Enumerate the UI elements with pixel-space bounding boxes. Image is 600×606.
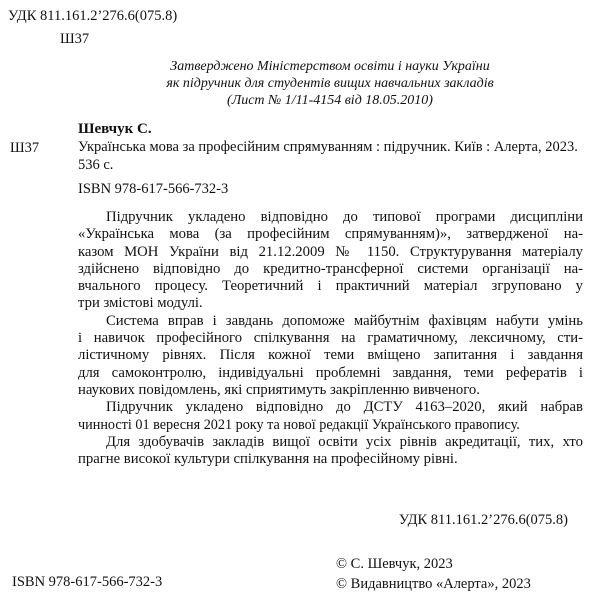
udk-code-bottom: УДК 811.161.2’276.6(075.8) <box>398 512 568 528</box>
copyright-publisher: © Видавництво «Алерта», 2023 <box>336 576 531 592</box>
text-line: чинності 01 вересня 2021 року та нової редакції Українського правопису. <box>78 416 520 433</box>
text-line: вчального процесу. Теоретичний і практичний матеріал згруповано у <box>78 278 583 295</box>
isbn-main: ISBN 978-617-566-732-3 <box>78 181 229 197</box>
udk-code-top: УДК 811.161.2’276.6(075.8) <box>8 8 178 24</box>
author-mark-top: Ш37 <box>60 31 90 47</box>
annotation-paragraph <box>78 209 583 313</box>
text-line: лістичному рівнях. Після кожної теми вміщено запитання і завдання <box>78 347 583 364</box>
text-line: і навичок професійного спілкування на граматичному, лексичному, сти- <box>78 330 583 347</box>
author-mark-side: Ш37 <box>10 140 40 156</box>
annotation-paragraph <box>78 313 583 399</box>
text-line: «Українська мова (за професійним спрямуванням)», затвердженої на- <box>78 226 583 243</box>
bibliographic-description: Українська мова за професійним спрямуванням : підручник. Київ : Алерта, 2023. 536 с. <box>78 139 578 173</box>
copyright-author: © С. Шевчук, 2023 <box>336 556 453 572</box>
text-line: Система вправ і завдань допоможе майбутнім фахівцям набути умінь <box>106 312 583 329</box>
text-line: три змістові модулі. <box>78 295 203 312</box>
text-line: здійснено відповідно до кредитно-трансферної системи організації на- <box>78 260 583 277</box>
author-name: Шевчук С. <box>78 121 152 137</box>
text-line: Підручник укладено відповідно до ДСТУ 4163–2020, який набрав <box>106 399 583 416</box>
approval-line: Затверджено Міністерством освіти і науки України <box>170 59 490 74</box>
approval-line: як підручник для студентів вищих навчальних закладів <box>166 76 494 91</box>
text-line: Підручник укладено відповідно до типової програми дисципліни <box>106 209 583 225</box>
approval-line: (Лист № 1/11-4154 від 18.05.2010) <box>227 93 433 108</box>
text-line: прагне високої культури спілкування на професійному рівні. <box>78 451 458 468</box>
annotation-paragraph <box>78 399 583 434</box>
text-line: Для здобувачів закладів вищої освіти усіх рівнів акредитації, тих, хто <box>106 433 583 450</box>
annotation-paragraph <box>78 434 583 469</box>
approval-stamp <box>0 58 600 109</box>
copyright-block <box>336 554 531 594</box>
text-line: казом МОН України від 21.12.2009 № 1150. Структурування матеріалу <box>78 243 583 260</box>
annotation <box>78 209 583 468</box>
isbn-bottom: ISBN 978-617-566-732-3 <box>12 574 163 590</box>
text-line: для самоконтролю, індивідуальні проблемні завдання, теми рефератів і <box>78 364 583 381</box>
text-line: наукових повідомлень, які сприятимуть закріпленню вивченого. <box>78 381 480 398</box>
